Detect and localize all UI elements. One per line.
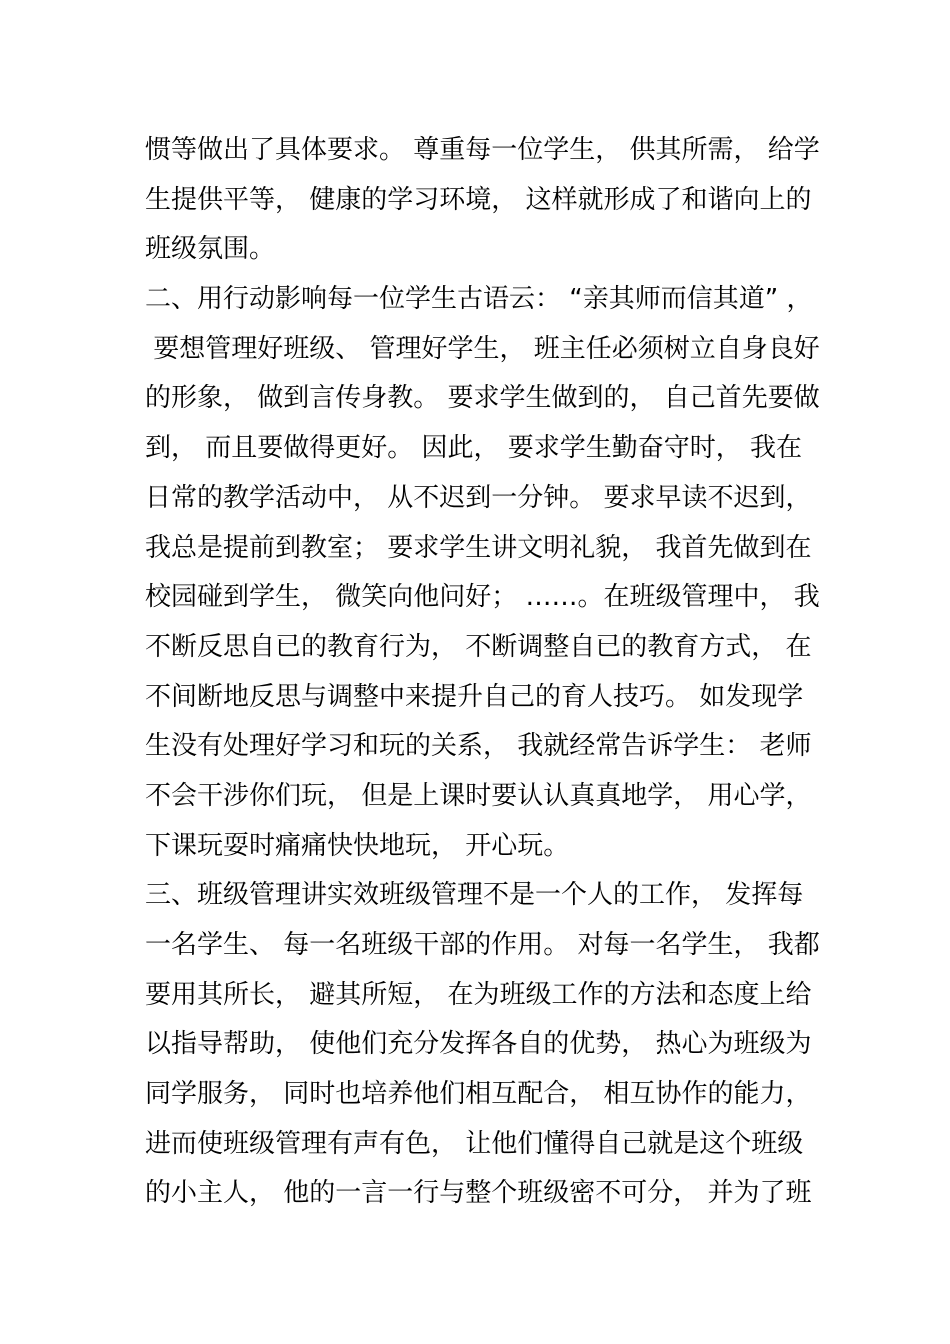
body-text <box>145 126 845 1219</box>
text-line: 校园碰到学生， 微笑向他问好； ……。在班级管理中， 我 <box>145 582 820 613</box>
text-line: 以指导帮助， 使他们充分发挥各自的优势， 热心为班级为 <box>145 1029 812 1060</box>
text-line: 日常的教学活动中， 从不迟到一分钟。 要求早读不迟到， <box>145 482 812 513</box>
section-heading-line: 三、班级管理讲实效班级管理不是一个人的工作， 发挥每 <box>145 880 804 911</box>
text-line: 下课玩耍时痛痛快快地玩， 开心玩。 <box>145 830 570 861</box>
text-line: 不会干涉你们玩， 但是上课时要认认真真地学， 用心学， <box>145 780 812 811</box>
text-line: 的形象， 做到言传身教。 要求学生做到的， 自己首先要做 <box>145 383 820 414</box>
text-line: 不间断地反思与调整中来提升自己的育人技巧。 如发现学 <box>145 681 804 712</box>
text-line: 一名学生、 每一名班级干部的作用。 对每一名学生， 我都 <box>145 930 820 960</box>
text-line: 惯等做出了具体要求。 尊重每一位学生， 供其所需， 给学 <box>145 135 820 165</box>
text-line: 生没有处理好学习和玩的关系， 我就经常告诉学生： 老师 <box>145 731 812 762</box>
text-line: 要想管理好班级、 管理好学生， 班主任必须树立自身良好 <box>145 333 820 364</box>
text-line: 我总是提前到教室； 要求学生讲文明礼貌， 我首先做到在 <box>145 532 812 563</box>
text-line: 的小主人， 他的一言一行与整个班级密不可分， 并为了班 <box>145 1178 812 1209</box>
text-line: 班级氛围。 <box>145 234 276 265</box>
text-line: 进而使班级管理有声有色， 让他们懂得自己就是这个班级 <box>145 1128 804 1159</box>
text-line: 要用其所长， 避其所短， 在为班级工作的方法和态度上给 <box>145 979 812 1010</box>
text-line: 不断反思自已的教育行为， 不断调整自已的教育方式， 在 <box>145 631 812 662</box>
text-line: 到， 而且要做得更好。 因此， 要求学生勤奋守时， 我在 <box>145 433 803 464</box>
text-line: 同学服务， 同时也培养他们相互配合， 相互协作的能力， <box>145 1079 812 1110</box>
section-heading-line: 二、用行动影响每一位学生古语云： “亲其师而信其道” ， <box>145 284 813 315</box>
text-line: 生提供平等， 健康的学习环境， 这样就形成了和谐向上的 <box>145 184 812 215</box>
